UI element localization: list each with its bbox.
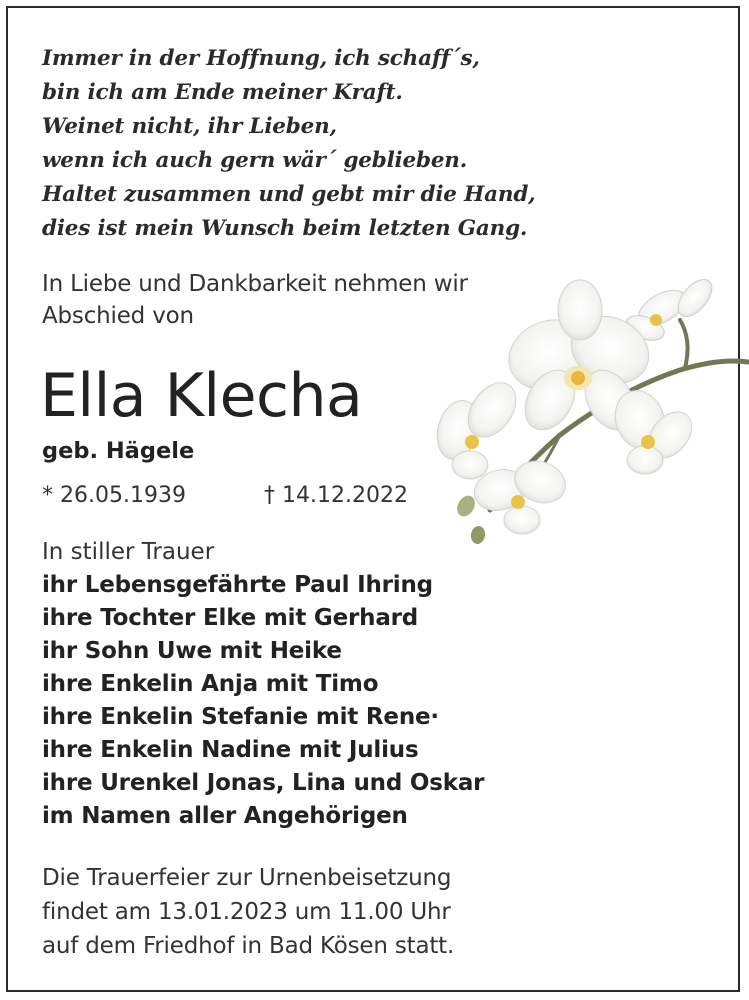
service-line: Die Trauerfeier zur Urnenbeisetzung — [42, 865, 452, 891]
mourners-list — [42, 536, 602, 833]
poem-line: bin ich am Ende meiner Kraft. — [42, 80, 403, 105]
mourner-line: ihre Tochter Elke mit Gerhard — [42, 605, 419, 631]
poem-line: wenn ich auch gern wär´ geblieben. — [42, 148, 468, 173]
intro-line: In Liebe und Dankbarkeit nehmen wir — [42, 271, 468, 297]
birth-date: * 26.05.1939 — [42, 483, 186, 508]
maiden-name: geb. Hägele — [42, 438, 195, 464]
mourner-line: ihre Enkelin Stefanie mit Rene· — [42, 704, 439, 730]
mourner-line: ihre Enkelin Anja mit Timo — [42, 671, 379, 697]
mourner-line: ihre Enkelin Nadine mit Julius — [42, 737, 419, 763]
deceased-name: Ella Klecha — [40, 361, 363, 431]
service-line: auf dem Friedhof in Bad Kösen statt. — [42, 933, 455, 959]
mourner-line: ihr Sohn Uwe mit Heike — [42, 638, 342, 664]
death-date: † 14.12.2022 — [264, 483, 408, 508]
poem-line: Haltet zusammen und gebt mir die Hand, — [42, 182, 536, 207]
mourning-lead: In stiller Trauer — [42, 539, 215, 565]
poem-line: Weinet nicht, ihr Lieben, — [42, 114, 337, 139]
service-line: findet am 13.01.2023 um 11.00 Uhr — [42, 899, 451, 925]
mourner-line: im Namen aller Angehörigen — [42, 803, 408, 829]
poem-line: dies ist mein Wunsch beim letzten Gang. — [42, 216, 528, 241]
mourner-line: ihre Urenkel Jonas, Lina und Oskar — [42, 770, 485, 796]
poem-line: Immer in der Hoffnung, ich schaff´s, — [42, 46, 480, 71]
intro-line: Abschied von — [42, 303, 194, 329]
orchid-image — [430, 270, 749, 550]
memorial-poem — [42, 42, 602, 246]
mourner-line: ihr Lebensgefährte Paul Ihring — [42, 572, 433, 598]
service-info — [42, 861, 602, 963]
